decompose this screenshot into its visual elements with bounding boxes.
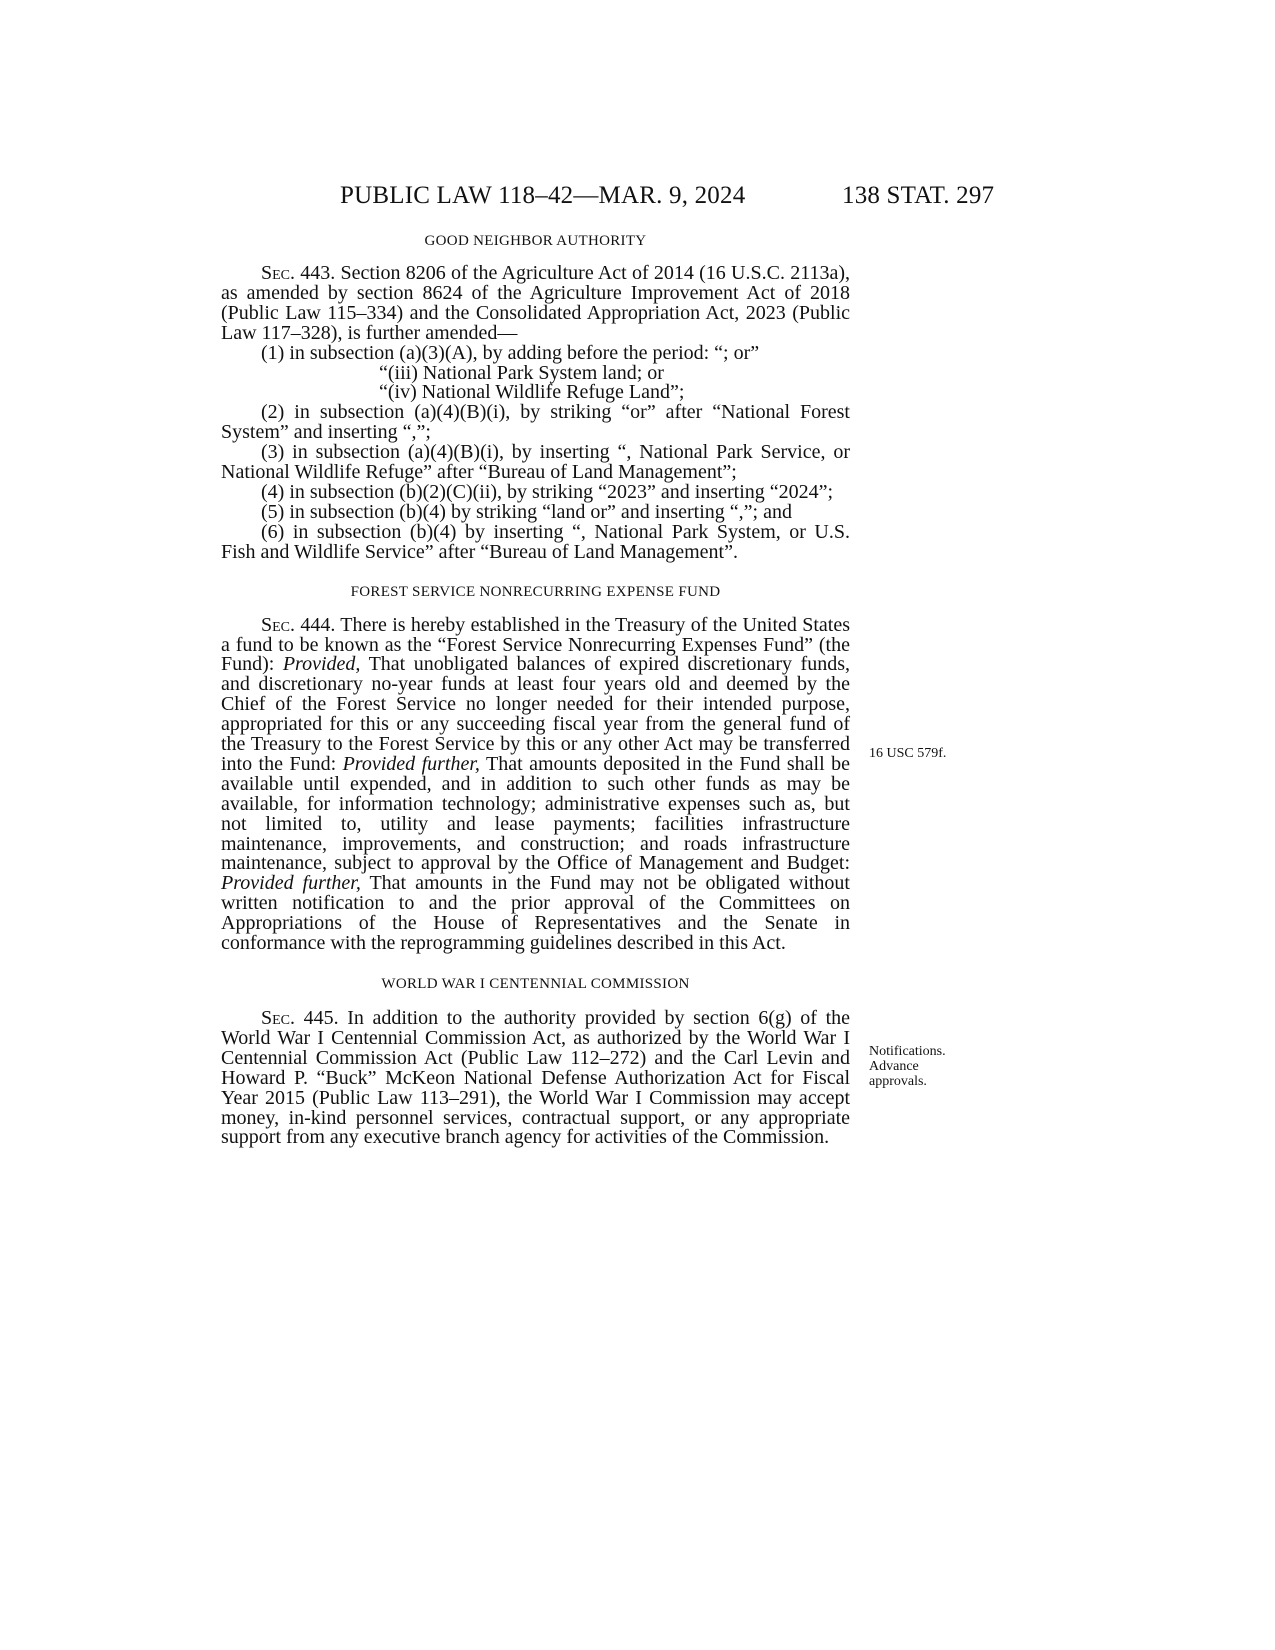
provided-clause: Provided, xyxy=(282,653,361,676)
running-head-title: PUBLIC LAW 118–42—MAR. 9, 2024 xyxy=(340,182,746,209)
section-label: Sec xyxy=(261,613,291,636)
document-body xyxy=(221,231,850,1148)
page-stat-number: 138 STAT. 297 xyxy=(842,182,995,209)
section-443-item-4: (4) in subsection (b)(2)(C)(ii), by striking “2023” and inserting “2024”; xyxy=(261,480,834,503)
section-444-text-part-3: That amounts deposited in the Fund shall be available until expended, and in addition to such other funds as may be available, for information technology; administrative expenses such as, but not limited to, utility and lease payments; facilities infrastructure maintenance, improvements, and construction; and roads infrastructure maintenance, subject to approval by the Office of Management and Budget: xyxy=(221,752,850,875)
section-label: Sec xyxy=(261,262,291,284)
section-443-item-1-iii: “(iii) National Park System land; or xyxy=(379,361,664,384)
section-443-intro xyxy=(221,264,850,344)
section-444-text xyxy=(221,613,850,955)
margin-note-notifications xyxy=(869,1044,946,1089)
section-445-text xyxy=(221,1009,850,1148)
margin-note-line: Notifications. xyxy=(869,1044,946,1059)
section-443-item-6: (6) in subsection (b)(4) by inserting “, National Park System, or U.S. Fish and Wildlife Service” after “Bureau of Land Management”. xyxy=(221,520,850,563)
margin-note-line: Advance xyxy=(869,1059,919,1074)
provided-further-clause: Provided further, xyxy=(221,872,361,895)
section-heading-nonrecurring-fund: FOREST SERVICE NONRECURRING EXPENSE FUND xyxy=(350,583,721,600)
section-label: Sec xyxy=(261,1007,291,1029)
section-444-text-part-1: . 444. There is hereby established in the Treasury of the United States a fund to be known as the “Forest Service Nonrecurring Expenses Fund” (the Fund): xyxy=(221,613,850,676)
provided-further-clause: Provided further, xyxy=(342,752,480,775)
section-443-item-5: (5) in subsection (b)(4) by striking “land or” and inserting “,”; and xyxy=(261,500,792,523)
section-444-text-part-2: That unobligated balances of expired discretionary funds, and discretionary no-year funds at least four years old and deemed by the Chief of the Forest Service no longer needed for their intended purpose, appropriated for this or any succeeding fiscal year from the general fund of the Treasury to the Forest Service by this or any other Act may be transferred into the Fund: xyxy=(221,653,850,775)
margin-note-line: approvals. xyxy=(869,1074,927,1089)
section-443-item-2: (2) in subsection (a)(4)(B)(i), by striking “or” after “National Forest System” and inserting “,”; xyxy=(221,401,850,444)
section-heading-good-neighbor: GOOD NEIGHBOR AUTHORITY xyxy=(424,233,647,249)
section-443-intro-text: . 443. Section 8206 of the Agriculture Act of 2014 (16 U.S.C. 2113a), as amended by section 8624 of the Agriculture Improvement Act of 2018 (Public Law 115–334) and the Consolidated Appropriation Act, 2023 (Public Law 117–328), is further amended— xyxy=(221,262,850,344)
section-443-item-3: (3) in subsection (a)(4)(B)(i), by inserting “, National Park Service, or National Wildlife Refuge” after “Bureau of Land Management”; xyxy=(221,441,850,484)
section-445-text-body: . 445. In addition to the authority provided by section 6(g) of the World War I Centennial Commission Act, as authorized by the World War I Centennial Commission Act (Public Law 112–272) and the Carl Levin and Howard P. “Buck” McKeon National Defense Authorization Act for Fiscal Year 2015 (Public Law 113–291), the World War I Commission may accept money, in-kind personnel services, contractual support, or any appropriate support from any executive branch agency for activities of the Commission. xyxy=(221,1007,850,1149)
section-443-item-1-iv: “(iv) National Wildlife Refuge Land”; xyxy=(379,381,685,404)
section-443-item-1: (1) in subsection (a)(3)(A), by adding before the period: “; or” xyxy=(261,341,760,364)
section-444-text-part-4: That amounts in the Fund may not be obligated without written notification to and the prior approval of the Committees on Appropriations of the House of Representatives and the Senate in conformance with the reprogramming guidelines described in this Act. xyxy=(221,872,850,955)
section-heading-wwi-commission: WORLD WAR I CENTENNIAL COMMISSION xyxy=(381,976,690,992)
margin-note-usc: 16 USC 579f. xyxy=(869,746,947,761)
